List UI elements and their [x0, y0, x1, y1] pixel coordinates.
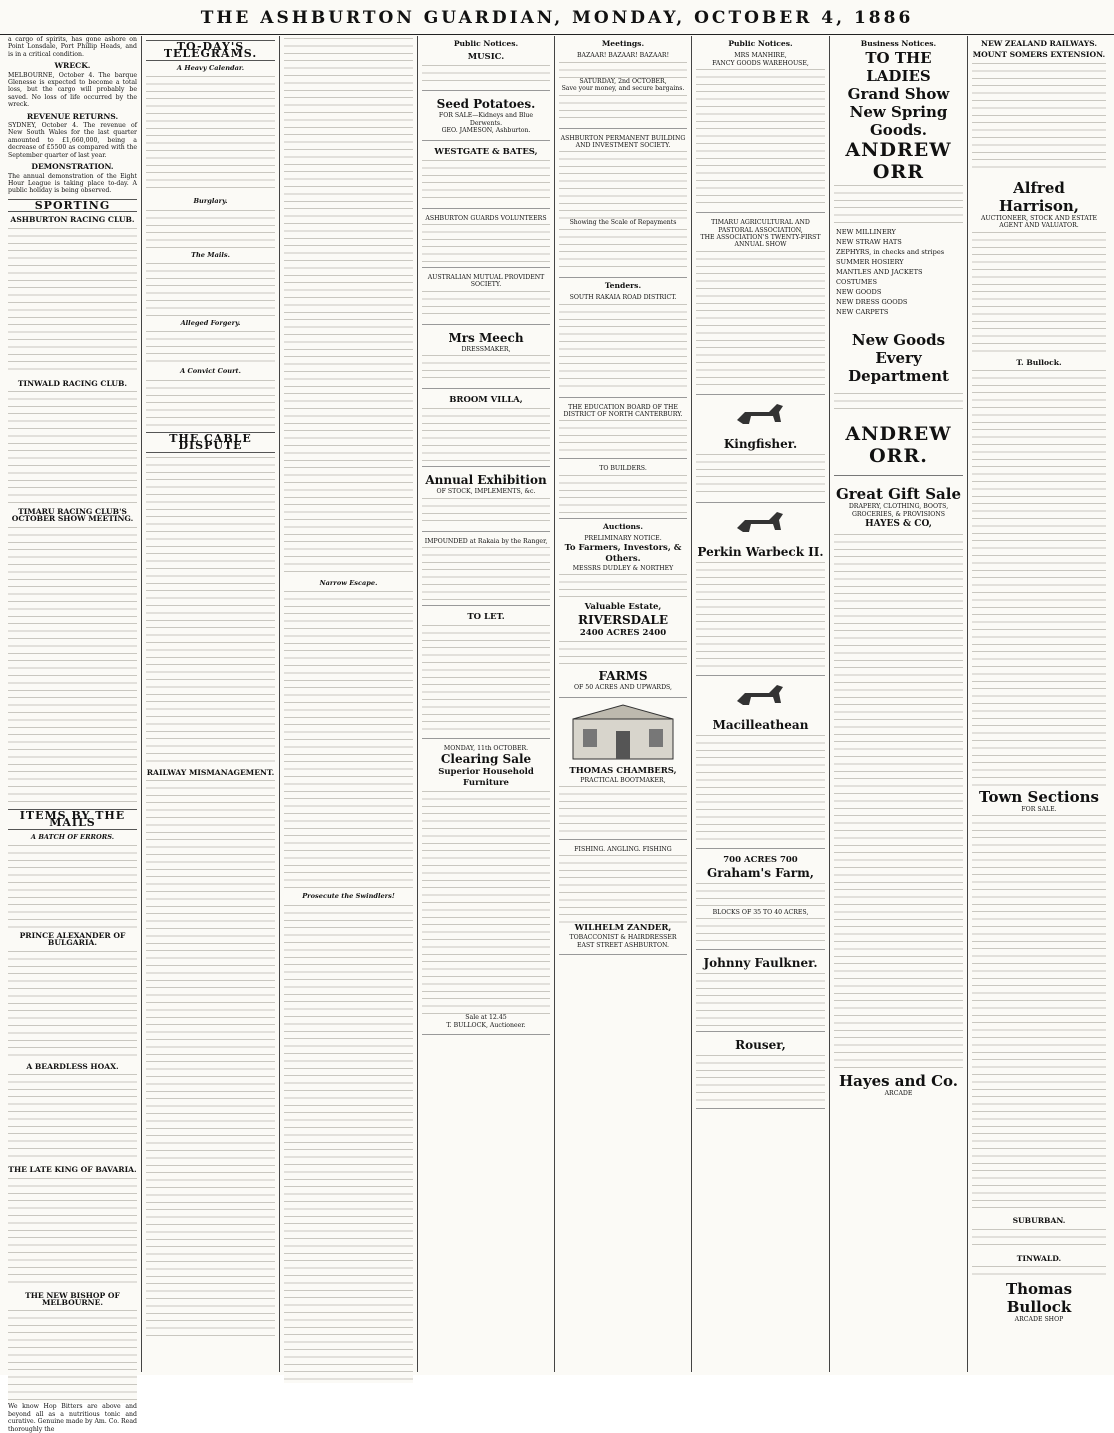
building-table-caption: Showing the Scale of Repayments: [569, 219, 677, 227]
every-dept-heading: Every Department: [848, 349, 949, 386]
seed-sale: FOR SALE—Kidneys and Blue Derwents.: [438, 112, 534, 127]
building-heading: ASHBURTON PERMANENT BUILDING AND INVESTMENT SOCIETY.: [560, 134, 686, 150]
tinwald-text: [8, 389, 137, 504]
westgate-text: [422, 158, 550, 203]
timaru-heading: TIMARU AGRICULTURAL AND PASTORAL ASSOCIATION,: [711, 219, 810, 234]
wreck-heading: WRECK.: [54, 61, 91, 71]
wreck-text: MELBOURNE, October 4. The barque Glenesse is expected to become a total loss, but the cargo will probably be saved. No loss of life occurred by the wreck.: [8, 71, 137, 109]
grand-show-heading: Grand Show: [847, 85, 950, 104]
orr-marked: [834, 391, 963, 415]
cable-heading: THE CABLE DISPUTE: [146, 432, 275, 453]
tenders-heading: Tenders.: [604, 280, 642, 290]
forgery-text: [146, 329, 275, 364]
seed-ad: [422, 94, 550, 140]
ladies-heading: TO THE LADIES: [865, 49, 932, 86]
column-4: [418, 36, 555, 1372]
blocks-text: [696, 916, 825, 944]
riversdale-intro: [559, 572, 687, 602]
hayes-addr: ARCADE: [884, 1089, 913, 1097]
orr-list-item: NEW STRAW HATS: [836, 238, 902, 247]
broom-text: [422, 406, 550, 461]
burglary-text: [146, 208, 275, 248]
fishing-heading: FISHING. ANGLING. FISHING: [574, 845, 672, 853]
impounded-ad: [422, 535, 550, 606]
timaru-ad: [696, 216, 825, 395]
bazaar-date: SATURDAY, 2nd OCTOBER,: [579, 77, 667, 85]
guards-ad: [422, 212, 550, 268]
orr-footer: ANDREW ORR.: [845, 423, 952, 468]
burglary-heading: Burglary.: [193, 197, 228, 206]
graham-acres: 700 ACRES 700: [723, 854, 798, 865]
clearing-date: MONDAY, 11th OCTOBER.: [443, 745, 529, 753]
macilleathean-text: [696, 733, 825, 843]
kingfisher-heading: Kingfisher.: [723, 436, 798, 451]
notices-heading-2: Public Notices.: [728, 39, 793, 48]
nominations-list: [8, 525, 137, 805]
gift-heading: Great Gift Sale: [835, 485, 962, 504]
king-text: [8, 1176, 137, 1288]
prince-text: [8, 949, 137, 1059]
orr-list-item: SUMMER HOSIERY: [836, 258, 904, 267]
rouser-text: [696, 1053, 825, 1103]
notices-heading: Public Notices.: [453, 39, 519, 48]
bazaar-heading: BAZAAR! BAZAAR! BAZAAR!: [576, 52, 670, 60]
manhire-heading: MRS MANHIRE,: [734, 52, 787, 60]
builders-heading: TO BUILDERS.: [599, 465, 647, 473]
valuable-heading: Valuable Estate,: [584, 602, 662, 613]
exhibition-sub: OF STOCK, IMPLEMENTS, &c.: [436, 488, 536, 496]
mutual-ad: [422, 271, 550, 325]
mutual-heading: AUSTRALIAN MUTUAL PROVIDENT SOCIETY.: [427, 274, 545, 289]
road-heading: SOUTH RAKAIA ROAD DISTRICT.: [569, 294, 677, 302]
riversdale-text: [559, 639, 687, 669]
thomas-bullock-heading: Thomas Bullock: [1005, 1280, 1073, 1317]
column-1: [4, 36, 142, 1433]
faulkner-text: [696, 971, 825, 1026]
farms-heading: FARMS: [598, 669, 648, 684]
columns: [4, 36, 1110, 1433]
railway-text: [146, 778, 275, 1338]
suburban-heading: SUBURBAN.: [1012, 1216, 1066, 1226]
kingfisher-text: [696, 452, 825, 497]
hoax-text: [8, 1072, 137, 1162]
tolet-text: [422, 623, 550, 733]
building-society-ad: [559, 132, 687, 278]
clearing-text: [422, 789, 550, 1014]
music-ad: [422, 49, 550, 91]
heavy-text: [146, 74, 275, 194]
somers-heading: MOUNT SOMERS EXTENSION.: [972, 50, 1106, 60]
cable-text: [146, 455, 275, 765]
perkin-heading: Perkin Warbeck II.: [697, 544, 824, 559]
tolet-heading: TO LET.: [467, 612, 505, 623]
mutual-text: [422, 289, 550, 319]
orr-list-item: ZEPHYRS, in checks and stripes: [836, 248, 945, 257]
king-heading: THE LATE KING OF BAVARIA.: [8, 1165, 137, 1175]
rouser-heading: Rouser,: [735, 1038, 786, 1053]
meech-text: [422, 353, 550, 383]
furniture-heading: Superior Household Furniture: [438, 767, 534, 789]
fishing-text: [559, 853, 687, 923]
opening-text: a cargo of spirits, has gone ashore on Point Lonsdale, Port Phillip Heads, and is in a critical condition.: [8, 36, 137, 58]
education-heading: THE EDUCATION BOARD OF THE DISTRICT OF NORTH CANTERBURY.: [563, 403, 683, 419]
bazaar-more: [559, 93, 687, 123]
spring-goods-heading: New Spring Goods.: [849, 103, 948, 140]
graham-heading: Graham's Farm,: [707, 865, 814, 880]
music-text: [422, 63, 550, 85]
hayes-heading: HAYES & CO,: [865, 519, 932, 530]
music-heading: MUSIC.: [467, 52, 505, 63]
fishing-ad: [559, 843, 687, 955]
column-8: [968, 36, 1110, 1372]
shop-illustration: [563, 701, 683, 761]
impounded-text: [422, 545, 550, 600]
perkin-text: [696, 560, 825, 670]
sporting-heading: SPORTING: [8, 199, 137, 212]
column-5: [555, 36, 692, 1372]
auctions-heading: Auctions.: [603, 521, 643, 531]
railway-text-8: [972, 61, 1106, 171]
bullock-heading: T. Bullock.: [1016, 357, 1062, 367]
bazaar-ad: [559, 49, 687, 128]
zealand-heading: NEW ZEALAND RAILWAYS.: [981, 39, 1097, 48]
farms-sub: OF 50 ACRES AND UPWARDS,: [573, 684, 673, 692]
auctioneer-sig: T. BULLOCK, Auctioneer.: [446, 1021, 526, 1029]
thomas-text: [559, 784, 687, 834]
westgate-ad: [422, 144, 550, 209]
harrison-text: [972, 230, 1106, 355]
racing-text: [8, 226, 137, 376]
meech-heading: Mrs Meech: [448, 330, 524, 345]
bazaar-text: [559, 60, 687, 78]
column-2: [142, 36, 280, 1372]
thomas-sub: PRACTICAL BOOTMAKER,: [580, 776, 666, 784]
education-ad: [559, 401, 687, 460]
dudley-heading: MESSRS DUDLEY & NORTHEY: [572, 564, 674, 572]
swindlers-heading: Prosecute the Swindlers!: [302, 892, 395, 901]
meetings-heading: Meetings.: [601, 39, 645, 48]
show-text: [696, 249, 825, 389]
column-7: [830, 36, 968, 1372]
road-text: [559, 302, 687, 392]
faulkner-heading: Johnny Faulkner.: [703, 956, 818, 971]
builders-ad: [559, 462, 687, 518]
thomas-bullock-addr: ARCADE SHOP: [1014, 1316, 1064, 1324]
town-heading: Town Sections: [979, 788, 1099, 807]
riversdale-heading: RIVERSDALE: [578, 613, 668, 628]
seed-heading: Seed Potatoes.: [436, 97, 536, 112]
telegrams-heading: TO-DAY'S TELEGRAMS.: [146, 40, 275, 61]
escape-heading: Narrow Escape.: [319, 579, 378, 587]
tinwald-heading-8: TINWALD.: [1016, 1253, 1062, 1263]
macilleathean-ad: [696, 715, 825, 849]
horse-illustration-2: [729, 506, 793, 540]
exhibition-ad: [422, 470, 550, 531]
guards-text: [422, 222, 550, 262]
rouser-ad: [696, 1035, 825, 1109]
manhire-text: [696, 67, 825, 207]
education-text: [559, 418, 687, 453]
gift-sub: DRAPERY, CLOTHING, BOOTS, GROCERIES, & PROVISIONS: [848, 503, 949, 518]
bishop-heading: THE NEW BISHOP OF MELBOURNE.: [25, 1290, 120, 1307]
orr-list-item: COSTUMES: [836, 278, 878, 287]
closing-text: We know Hop Bitters are above and beyond all as a nutritious tonic and curative. Genuine made by Am. Co. Read thoroughly the: [8, 1403, 137, 1433]
harrison-sub: AUCTIONEER, STOCK AND ESTATE AGENT AND VALUATOR.: [981, 214, 1097, 230]
sale-time: Sale at 12.45: [465, 1014, 507, 1022]
timaru-heading: TIMARU RACING CLUB'S OCTOBER SHOW MEETING.: [11, 506, 134, 524]
revenue-text: SYDNEY, October 4. The revenue of New South Wales for the last quarter amounted to £1,660,000, being a decrease of £5500 as compared with the September quarter of last year.: [8, 122, 137, 159]
new-goods-heading: New Goods: [851, 331, 946, 350]
bullock-text: [972, 368, 1106, 788]
mails-heading-2: The Mails.: [191, 250, 230, 259]
orr-list-item: NEW GOODS: [836, 288, 882, 297]
divider: [834, 475, 963, 483]
orr-list-item: NEW MILLINERY: [836, 228, 896, 237]
riversdale-ad: [559, 532, 687, 697]
tinwald-heading: TINWALD RACING CLUB.: [17, 378, 128, 388]
zander-heading: WILHELM ZANDER,: [574, 923, 672, 934]
road-ad: [559, 291, 687, 397]
court-heading: A Convict Court.: [180, 367, 241, 376]
racing-club-heading: ASHBURTON RACING CLUB.: [10, 215, 135, 225]
exhibition-text: [422, 496, 550, 526]
thomas-ad: [559, 763, 687, 840]
column-3: [280, 36, 418, 1372]
manhire-sub: FANCY GOODS WAREHOUSE,: [712, 59, 809, 67]
meech-sub: DRESSMAKER,: [461, 345, 511, 353]
swindlers-text: [284, 903, 413, 1383]
business-heading: Business Notices.: [860, 39, 937, 48]
batch-text: [8, 843, 137, 928]
masthead: [0, 2, 1114, 35]
thomas-heading: THOMAS CHAMBERS,: [569, 765, 677, 776]
horse-illustration-3: [729, 679, 793, 713]
orr-list: [834, 227, 963, 317]
horse-illustration-1: [729, 398, 793, 432]
zander-sub: TOBACCONIST & HAIRDRESSER: [569, 934, 677, 942]
blocks-heading: BLOCKS OF 35 TO 40 ACRES,: [712, 908, 809, 916]
prelim-heading: PRELIMINARY NOTICE.: [584, 535, 662, 543]
orr-list-item: MANTLES AND JACKETS: [836, 268, 923, 277]
hoax-heading: A BEARDLESS HOAX.: [26, 1061, 119, 1071]
hayes-text: [834, 532, 963, 1072]
guards-heading: ASHBURTON GUARDS VOLUNTEERS: [425, 214, 547, 222]
orr-list-item: NEW CARPETS: [836, 308, 889, 317]
kingfisher-ad: [696, 434, 825, 503]
exhibition-heading: Annual Exhibition: [425, 473, 547, 488]
batch-heading: A BATCH OF ERRORS.: [30, 832, 115, 841]
prince-heading: PRINCE ALEXANDER OF BULGARIA.: [19, 930, 126, 948]
broom-ad: [422, 392, 550, 467]
tinwald-text-8: [972, 1264, 1106, 1280]
impounded-heading: IMPOUNDED at Rakaia by the Ranger,: [424, 537, 548, 545]
railway-continued: [284, 36, 413, 576]
clearing-ad: [422, 742, 550, 1035]
perkin-ad: [696, 542, 825, 676]
graham-text: [696, 881, 825, 909]
broom-heading: BROOM VILLA,: [449, 395, 523, 406]
railway-heading: RAILWAY MISMANAGEMENT.: [146, 767, 275, 777]
show-heading: THE ASSOCIATION'S TWENTY-FIRST ANNUAL SHOW: [700, 234, 821, 249]
suburban-text: [972, 1227, 1106, 1251]
seed-seller: GEO. JAMESON, Ashburton.: [441, 127, 531, 135]
westgate-heading: WESTGATE & BATES,: [434, 146, 538, 157]
graham-ad: [696, 852, 825, 950]
farmers-heading: To Farmers, Investors, & Others.: [564, 542, 682, 564]
escape-text: [284, 589, 413, 889]
zander-addr: EAST STREET ASHBURTON.: [576, 941, 670, 949]
demonstration-text: The annual demonstration of the Eight Hour League is taking place to-day. A public holiday is being observed.: [8, 172, 137, 195]
clearing-heading: Clearing Sale: [440, 752, 532, 767]
manhire-ad: [696, 49, 825, 213]
faulkner-ad: [696, 953, 825, 1032]
demonstration-heading: DEMONSTRATION.: [31, 162, 114, 172]
court-text: [146, 378, 275, 428]
orr-list-item: NEW DRESS GOODS: [836, 298, 908, 307]
heavy-heading: A Heavy Calendar.: [176, 63, 245, 72]
orr-intro: [834, 183, 963, 227]
builders-text: [559, 473, 687, 513]
building-table: [559, 227, 687, 272]
riversdale-acres: 2400 ACRES 2400: [579, 628, 667, 639]
bazaar-slogan: Save your money, and secure bargains.: [561, 85, 685, 93]
town-list: [972, 813, 1106, 1213]
mails-heading: ITEMS BY THE MAILS: [8, 809, 137, 830]
mails-text: [146, 261, 275, 316]
bishop-text: [8, 1308, 137, 1403]
town-sub: FOR SALE.: [1021, 806, 1057, 814]
orr-heading: ANDREW ORR: [845, 139, 952, 184]
revenue-heading: REVENUE RETURNS.: [26, 111, 119, 121]
tolet-ad: [422, 609, 550, 739]
harrison-heading: Alfred Harrison,: [999, 178, 1079, 215]
building-text: [559, 149, 687, 219]
forgery-heading: Alleged Forgery.: [180, 319, 241, 328]
macilleathean-heading: Macilleathean: [712, 717, 809, 732]
masthead-title: THE ASHBURTON GUARDIAN, MONDAY, OCTOBER 4, 1886: [200, 8, 914, 28]
hayes-footer: Hayes and Co.: [838, 1071, 959, 1090]
column-6: [692, 36, 830, 1372]
meech-ad: [422, 328, 550, 389]
